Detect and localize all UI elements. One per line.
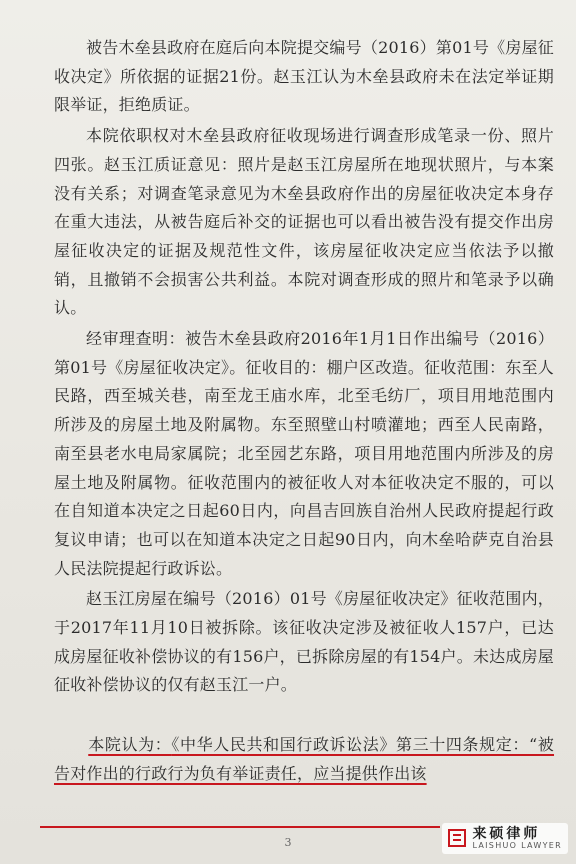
paragraph-findings: 经审理查明：被告木垒县政府2016年1月1日作出编号（2016）第01号《房屋征收决定》。征收目的：棚户区改造。征收范围：东至人民路，西至城关巷，南至龙王庙水库，北至毛纺厂，项目用地范围内所涉及的房屋土地及附属物。东至照壁山村喷灌地；西至人民南路，南至县老水电局家属院；北至园艺东路，项目用地范围内所涉及的房屋土地及附属物。征收范围内的被征收人对本征收决定不服的，可以在自知道本决定之日起60日内，向昌吉回族自治州人民政府提起行政复议申请；也可以在知道本决定之日起90日内，向木垒哈萨克自治县人民法院提起行政诉讼。 — [54, 329, 554, 578]
paragraph-investigation: 本院依职权对木垒县政府征收现场进行调查形成笔录一份、照片四张。赵玉江质证意见：照片是赵玉江房屋所在地现状照片，与本案没有关系；对调查笔录意见为木垒县政府作出的房屋征收决定本身存在重大违法，从被告庭后补交的证据也可以看出被告没有提交作出房屋征收决定的证据及规范性文件，该房屋征收决定应当依法予以撤销，且撤销不会损害公共利益。本院对调查形成的照片和笔录予以确认。 — [54, 126, 554, 318]
red-highlight-rule — [40, 826, 440, 828]
paragraph-evidence: 被告木垒县政府在庭后向本院提交编号（2016）第01号《房屋征收决定》所依据的证据21份。赵玉江认为木垒县政府未在法定举证期限举证，拒绝质证。 — [54, 38, 554, 115]
brand-name-cn: 来硕律师 — [472, 825, 541, 842]
brand-text — [472, 827, 562, 850]
paragraph-court-opinion — [54, 702, 554, 817]
brand-name-en: LAISHUO LAWYER — [472, 840, 562, 850]
page-number: 3 — [284, 836, 292, 849]
brand-logo-icon — [448, 829, 466, 847]
document-body — [54, 34, 554, 817]
paragraph-demolition: 赵玉江房屋在编号（2016）01号《房屋征收决定》征收范围内，于2017年11月10日被拆除。该征收决定涉及被征收人157户，已达成房屋征收补偿协议的有156户，已拆除房屋的有154户。未达成房屋征收补偿协议的仅有赵玉江一户。 — [54, 589, 554, 695]
court-opinion-text: 《中华人民共和国行政诉讼法》第三十四条规定：“被告对作出的行政行为负有举证责任，应当提供作出该 — [54, 734, 555, 783]
brand-watermark — [442, 823, 568, 854]
court-opinion-lead: 本院认为： — [88, 734, 172, 754]
